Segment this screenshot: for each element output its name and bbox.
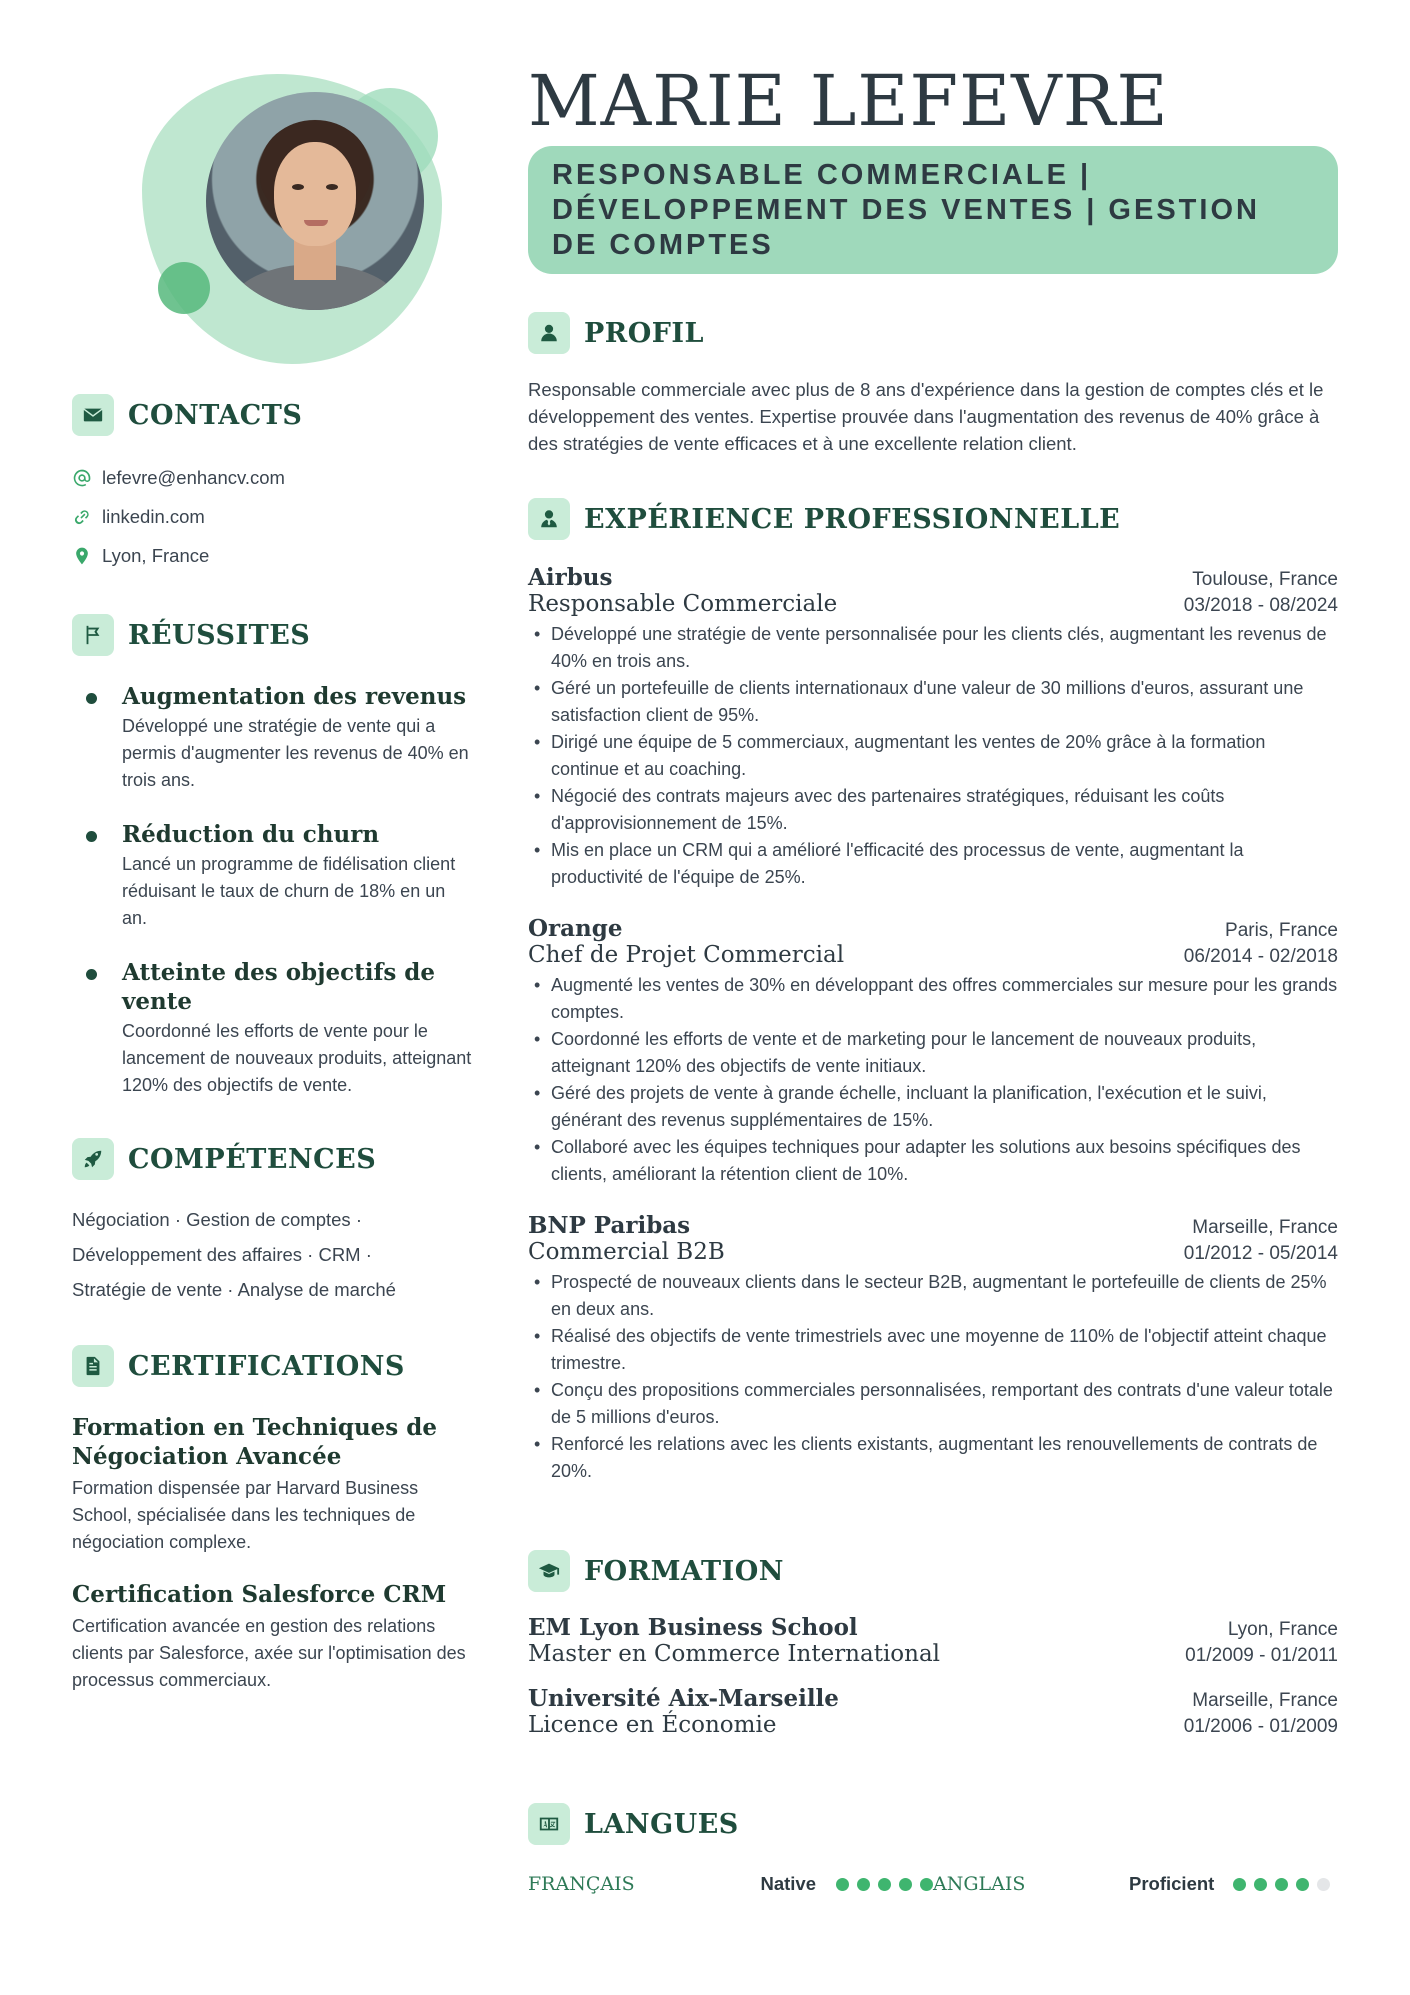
language-name: ANGLAIS	[933, 1873, 1026, 1895]
job-bullet: • Coordonné les efforts de vente et de marketing pour le lancement de nouveaux produits, atteignant 120% des objectifs de vente initiaux.	[528, 1026, 1338, 1080]
job-bullet: • Mis en place un CRM qui a amélioré l'efficacité des processus de vente, augmentant la productivité de l'équipe de 25%.	[528, 837, 1338, 891]
rating-dot-empty	[1317, 1878, 1330, 1891]
contacts-section	[72, 394, 302, 575]
section-header	[72, 1345, 472, 1387]
rating-dot-filled	[1275, 1878, 1288, 1891]
school-name: Université Aix-Marseille	[528, 1685, 839, 1712]
contact-location	[72, 536, 302, 575]
certification-description: Formation dispensée par Harvard Business School, spécialisée dans les techniques de négociation complexe.	[72, 1478, 419, 1552]
job-bullets	[528, 621, 1338, 891]
achievement-title: Augmentation des revenus	[122, 683, 467, 710]
section-header	[72, 614, 472, 656]
graduation-cap-icon	[528, 1550, 570, 1592]
section-header	[528, 1550, 1338, 1592]
language-rating	[836, 1878, 933, 1891]
job-bullets	[528, 972, 1338, 1188]
job-entry	[528, 1212, 1338, 1485]
contact-text: lefevre@enhancv.com	[102, 466, 285, 488]
language-level: Native	[760, 1873, 816, 1894]
job-bullet: • Prospecté de nouveaux clients dans le secteur B2B, augmentant le portefeuille de clients de 25% en deux ans.	[528, 1269, 1338, 1323]
section-title: CONTACTS	[128, 399, 303, 431]
job-location: Marseille, France	[1192, 1217, 1338, 1238]
company-name: Airbus	[528, 564, 613, 591]
job-bullet: • Négocié des contrats majeurs avec des partenaires stratégiques, réduisant les coûts d'approvisionnement de 15%.	[528, 783, 1338, 837]
section-title: CERTIFICATIONS	[128, 1350, 405, 1382]
job-entry	[528, 564, 1338, 891]
bullet-dot	[86, 969, 97, 980]
degree-name: Master en Commerce International	[528, 1641, 941, 1667]
job-bullet: • Conçu des propositions commerciales personnalisées, remportant des contrats d'une valeur totale de 5 millions d'euros.	[528, 1377, 1338, 1431]
certification-title: Certification Salesforce CRM	[72, 1581, 447, 1608]
skills-list	[72, 1202, 472, 1307]
achievement-item	[72, 820, 472, 932]
section-header	[528, 1803, 1338, 1845]
job-title: Commercial B2B	[528, 1239, 725, 1265]
headline-text: RESPONSABLE COMMERCIALE | DÉVELOPPEMENT DES VENTES | GESTION DE COMPTES	[552, 159, 1260, 261]
at-icon	[72, 468, 92, 488]
user-tie-icon	[528, 498, 570, 540]
section-title: EXPÉRIENCE PROFESSIONNELLE	[584, 503, 1121, 535]
certification-description: Certification avancée en gestion des relations clients par Salesforce, axée sur l'optimisation des processus commerciaux.	[72, 1616, 466, 1690]
section-title: PROFIL	[584, 317, 705, 349]
certification-item	[72, 1580, 472, 1694]
bullet-dot	[86, 831, 97, 842]
skills-line: Stratégie de vente · Analyse de marché	[72, 1279, 396, 1300]
section-title: COMPÉTENCES	[128, 1143, 377, 1175]
section-title: FORMATION	[584, 1555, 784, 1587]
job-bullet: • Collaboré avec les équipes techniques pour adapter les solutions aux besoins spécifiques des clients, améliorant la rétention client de 10%.	[528, 1134, 1338, 1188]
languages-list	[528, 1873, 1338, 1895]
rating-dot-filled	[878, 1878, 891, 1891]
map-pin-icon	[72, 546, 92, 566]
section-header	[72, 394, 302, 436]
skills-line: Négociation · Gestion de comptes ·	[72, 1209, 362, 1230]
job-bullet: • Renforcé les relations avec les clients existants, augmentant les renouvellements de contrats de 20%.	[528, 1431, 1338, 1485]
school-location: Lyon, France	[1227, 1619, 1338, 1640]
education-dates: 01/2009 - 01/2011	[1185, 1645, 1338, 1666]
education-section	[528, 1550, 1338, 1738]
job-bullet: • Géré des projets de vente à grande échelle, incluant la planification, l'exécution et le suivi, générant des revenus supplémentaires de 15%.	[528, 1080, 1338, 1134]
school-location: Marseille, France	[1192, 1690, 1338, 1711]
candidate-name: MARIE LEFEVRE	[528, 60, 1169, 142]
profile-summary: Responsable commerciale avec plus de 8 ans d'expérience dans la gestion de comptes clés et le développement des ventes. Expertise prouvée dans l'augmentation des revenus de 40% grâce à des stratégies de vente efficaces et à une excellente relation client.	[528, 379, 1324, 454]
job-dates: 06/2014 - 02/2018	[1183, 946, 1338, 967]
decorative-blob	[158, 262, 210, 314]
rating-dot-filled	[899, 1878, 912, 1891]
contact-linkedin[interactable]	[72, 497, 302, 536]
company-name: Orange	[528, 915, 623, 942]
rating-dot-filled	[836, 1878, 849, 1891]
headline-banner	[528, 146, 1338, 274]
job-location: Toulouse, France	[1192, 569, 1338, 590]
job-bullet: • Augmenté les ventes de 30% en développant des offres commerciales sur mesure pour les grands comptes.	[528, 972, 1338, 1026]
section-header	[72, 1138, 472, 1180]
rating-dot-filled	[920, 1878, 933, 1891]
rating-dot-filled	[1233, 1878, 1246, 1891]
job-bullet: • Dirigé une équipe de 5 commerciaux, augmentant les ventes de 20% grâce à la formation continue et au coaching.	[528, 729, 1338, 783]
bullet-dot	[86, 693, 97, 704]
language-name: FRANÇAIS	[528, 1873, 635, 1895]
rocket-icon	[72, 1138, 114, 1180]
certification-title: Formation en Techniques de Négociation Avancée	[72, 1414, 437, 1470]
contact-email[interactable]	[72, 458, 302, 497]
achievement-item	[72, 682, 472, 794]
link-icon	[72, 507, 92, 527]
language-item	[933, 1873, 1338, 1895]
document-icon	[72, 1345, 114, 1387]
education-dates: 01/2006 - 01/2009	[1183, 1716, 1338, 1737]
job-dates: 03/2018 - 08/2024	[1183, 595, 1338, 616]
section-header	[528, 312, 1338, 354]
certifications-section	[72, 1345, 472, 1694]
company-name: BNP Paribas	[528, 1212, 691, 1239]
section-header	[528, 498, 1338, 540]
achievement-description: Lancé un programme de fidélisation client réduisant le taux de churn de 18% en un an.	[122, 854, 456, 928]
job-title: Chef de Projet Commercial	[528, 942, 845, 968]
skills-line: Développement des affaires · CRM ·	[72, 1244, 372, 1265]
contact-text: Lyon, France	[102, 544, 210, 566]
rating-dot-filled	[1296, 1878, 1309, 1891]
user-icon	[528, 312, 570, 354]
achievement-description: Développé une stratégie de vente qui a permis d'augmenter les revenus de 40% en trois ans.	[122, 716, 469, 790]
job-entry	[528, 915, 1338, 1188]
degree-name: Licence en Économie	[528, 1712, 777, 1738]
achievement-description: Coordonné les efforts de vente pour le lancement de nouveaux produits, atteignant 120% des objectifs de vente.	[122, 1021, 472, 1095]
education-entry	[528, 1614, 1338, 1667]
language-item	[528, 1873, 933, 1895]
job-title: Responsable Commerciale	[528, 591, 838, 617]
section-title: LANGUES	[584, 1808, 739, 1840]
languages-section	[528, 1803, 1338, 1895]
section-title: RÉUSSITES	[128, 619, 311, 651]
job-bullet: • Géré un portefeuille de clients internationaux d'une valeur de 30 millions d'euros, assurant une satisfaction client de 95%.	[528, 675, 1338, 729]
rating-dot-filled	[1254, 1878, 1267, 1891]
job-dates: 01/2012 - 05/2014	[1183, 1243, 1338, 1264]
profile-photo-area	[142, 64, 452, 364]
achievement-title: Réduction du churn	[122, 821, 380, 848]
education-entry	[528, 1685, 1338, 1738]
language-level: Proficient	[1129, 1873, 1215, 1894]
rating-dot-filled	[857, 1878, 870, 1891]
experience-section	[528, 498, 1338, 1485]
envelope-icon	[72, 394, 114, 436]
certification-item	[72, 1413, 472, 1556]
contact-text: linkedin.com	[102, 505, 205, 527]
school-name: EM Lyon Business School	[528, 1614, 858, 1641]
profile-section	[528, 312, 1338, 457]
achievements-section	[72, 614, 472, 1099]
profile-photo	[206, 92, 424, 310]
skills-section	[72, 1138, 472, 1307]
language-rating	[1233, 1878, 1330, 1891]
achievement-item	[72, 958, 472, 1099]
language-icon	[528, 1803, 570, 1845]
job-location: Paris, France	[1225, 920, 1338, 941]
job-bullet: • Réalisé des objectifs de vente trimestriels avec une moyenne de 110% de l'objectif atteint chaque trimestre.	[528, 1323, 1338, 1377]
achievement-title: Atteinte des objectifs de vente	[122, 959, 436, 1015]
job-bullet: • Développé une stratégie de vente personnalisée pour les clients clés, augmentant les revenus de 40% en trois ans.	[528, 621, 1338, 675]
job-bullets	[528, 1269, 1338, 1485]
contact-list	[72, 458, 302, 575]
flag-icon	[72, 614, 114, 656]
